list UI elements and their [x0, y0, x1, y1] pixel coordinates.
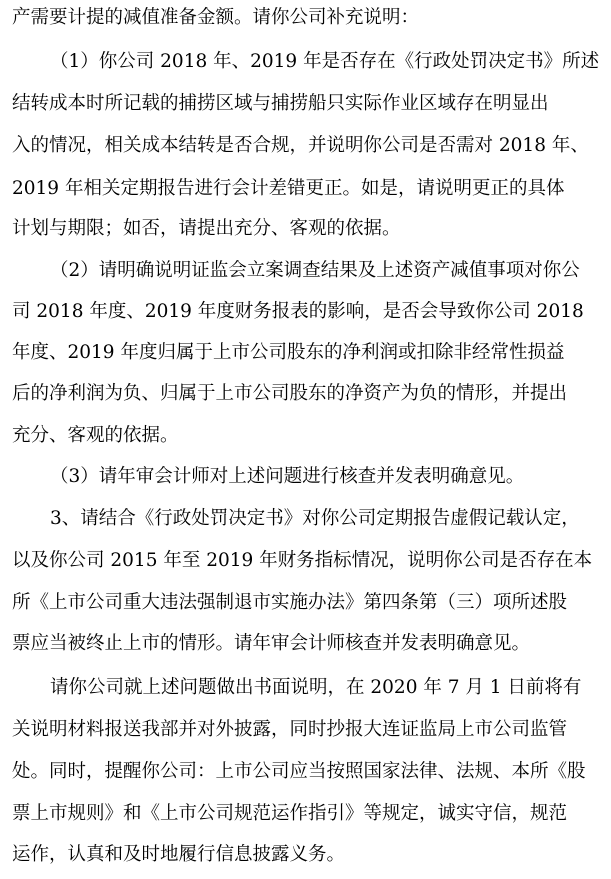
text-line: 请你公司就上述问题做出书面说明，在 2020 年 7 月 1 日前将有	[50, 677, 582, 698]
text-line: 处。同时，提醒你公司：上市公司应当按照国家法律、法规、本所《股	[12, 761, 586, 782]
text-line: 以及你公司 2015 年至 2019 年财务指标情况，说明你公司是否存在本	[12, 550, 593, 571]
text-line: 司 2018 年度、2019 年度财务报表的影响，是否会导致你公司 2018	[12, 301, 584, 322]
text-line: （2）请明确说明证监会立案调查结果及上述资产减值事项对你公	[50, 260, 580, 281]
text-line: 票应当被终止上市的情形。请年审会计师核查并发表明确意见。	[12, 633, 531, 654]
text-line: 计划与期限；如否，请提出充分、客观的依据。	[12, 218, 401, 239]
text-line: 结转成本时所记载的捕捞区域与捕捞船只实际作业区域存在明显出	[12, 93, 549, 114]
text-line: 关说明材料报送我部并对外披露，同时抄报大连证监局上市公司监管	[12, 719, 568, 740]
text-line: 产需要计提的减值准备金额。请你公司补充说明：	[12, 7, 420, 28]
text-line: （1）你公司 2018 年、2019 年是否存在《行政处罚决定书》所述	[50, 51, 600, 72]
text-line: （3）请年审会计师对上述问题进行核查并发表明确意见。	[50, 466, 525, 487]
text-line: 票上市规则》和《上市公司规范运作指引》等规定，诚实守信，规范	[12, 803, 568, 824]
text-line: 入的情况，相关成本结转是否合规，并说明你公司是否需对 2018 年、	[12, 135, 589, 156]
text-line: 年度、2019 年度归属于上市公司股东的净利润或扣除非经常性损益	[12, 342, 565, 363]
text-line: 充分、客观的依据。	[12, 425, 179, 446]
text-line: 后的净利润为负、归属于上市公司股东的净资产为负的情形，并提出	[12, 383, 568, 404]
text-line: 2019 年相关定期报告进行会计差错更正。如是，请说明更正的具体	[12, 178, 565, 199]
text-line: 所《上市公司重大违法强制退市实施办法》第四条第（三）项所述股	[12, 592, 568, 613]
text-line: 运作，认真和及时地履行信息披露义务。	[12, 844, 346, 865]
text-line: 3、请结合《行政处罚决定书》对你公司定期报告虚假记载认定，	[50, 508, 580, 529]
